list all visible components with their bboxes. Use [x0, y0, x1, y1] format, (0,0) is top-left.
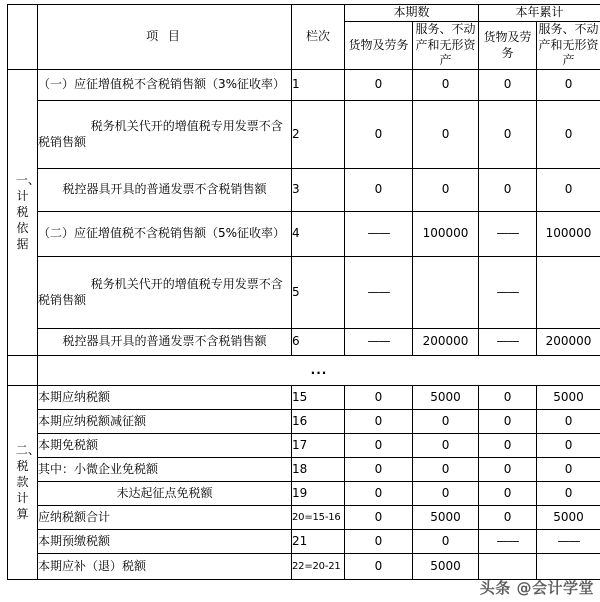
- value-services-current[interactable]: 0: [413, 482, 479, 506]
- table-row: [8, 101, 600, 169]
- value-services-ytd[interactable]: 0: [537, 482, 600, 506]
- watermark: 头条 @会计学堂: [479, 579, 594, 597]
- row-item-label: 本期免税额: [38, 434, 292, 458]
- row-item-label: 税务机关代开的增值税专用发票不含税销售额: [38, 101, 292, 169]
- row-item-label: 税控器具开具的普通发票不含税销售额: [38, 329, 292, 356]
- row-number: 1: [292, 70, 345, 101]
- value-goods-ytd[interactable]: 0: [479, 434, 537, 458]
- value-services-ytd[interactable]: ——: [537, 530, 600, 554]
- header-group-year-to-date: 本年累计: [479, 5, 600, 22]
- value-goods-ytd[interactable]: 0: [479, 101, 537, 169]
- value-goods-current[interactable]: 0: [345, 70, 413, 101]
- table-row: [8, 329, 600, 356]
- value-services-current[interactable]: 0: [413, 169, 479, 212]
- value-goods-ytd[interactable]: [479, 554, 537, 580]
- table-row: [8, 530, 600, 554]
- row-item-label: 应纳税额合计: [38, 506, 292, 530]
- row-number: 4: [292, 212, 345, 257]
- ellipsis-separator: ...: [38, 356, 600, 386]
- tax-form-sheet: [7, 4, 600, 598]
- value-goods-current[interactable]: ——: [345, 329, 413, 356]
- section-label-calc: 二、税款计算: [8, 386, 38, 580]
- value-services-ytd[interactable]: 5000: [537, 506, 600, 530]
- value-goods-current[interactable]: 0: [345, 458, 413, 482]
- value-goods-current[interactable]: 0: [345, 101, 413, 169]
- value-services-ytd[interactable]: 0: [537, 101, 600, 169]
- value-services-ytd[interactable]: [537, 257, 600, 329]
- row-item-label: 本期应纳税额: [38, 386, 292, 410]
- value-services-current[interactable]: 0: [413, 530, 479, 554]
- table-row: [8, 212, 600, 257]
- value-goods-ytd[interactable]: ——: [479, 329, 537, 356]
- row-item-label: 未达起征点免税额: [38, 482, 292, 506]
- value-services-ytd[interactable]: 200000: [537, 329, 600, 356]
- value-goods-ytd[interactable]: 0: [479, 70, 537, 101]
- table-row: [8, 257, 600, 329]
- value-goods-current[interactable]: 0: [345, 410, 413, 434]
- row-number: 3: [292, 169, 345, 212]
- header-sub-services-current: 服务、不动产和无形资产: [413, 21, 479, 69]
- value-services-ytd[interactable]: 100000: [537, 212, 600, 257]
- value-goods-current[interactable]: 0: [345, 554, 413, 580]
- value-goods-current[interactable]: 0: [345, 530, 413, 554]
- row-item-label: 本期预缴税额: [38, 530, 292, 554]
- header-group-current-period: 本期数: [345, 5, 479, 22]
- header-sub-services-ytd: 服务、不动产和无形资产: [537, 21, 600, 69]
- table-row: [8, 482, 600, 506]
- value-goods-ytd[interactable]: 0: [479, 458, 537, 482]
- value-goods-current[interactable]: ——: [345, 257, 413, 329]
- value-goods-current[interactable]: 0: [345, 506, 413, 530]
- row-number: 2: [292, 101, 345, 169]
- value-services-current[interactable]: 200000: [413, 329, 479, 356]
- row-item-label: 税控器具开具的普通发票不含税销售额: [38, 169, 292, 212]
- row-item-label: 其中：小微企业免税额: [38, 458, 292, 482]
- value-services-ytd[interactable]: 0: [537, 169, 600, 212]
- table-row: [8, 410, 600, 434]
- value-services-ytd[interactable]: 0: [537, 458, 600, 482]
- vat-declaration-table: [7, 4, 600, 580]
- row-item-label: 本期应补（退）税额: [38, 554, 292, 580]
- value-services-ytd[interactable]: 5000: [537, 386, 600, 410]
- value-services-current[interactable]: 5000: [413, 506, 479, 530]
- value-services-current[interactable]: 5000: [413, 554, 479, 580]
- table-row: [8, 386, 600, 410]
- value-goods-ytd[interactable]: ——: [479, 212, 537, 257]
- table-row: [8, 458, 600, 482]
- header-item-label: 项 目: [38, 5, 292, 70]
- row-number: 6: [292, 329, 345, 356]
- value-services-current[interactable]: 0: [413, 410, 479, 434]
- row-item-label: （一）应征增值税不含税销售额（3%征收率）: [38, 70, 292, 101]
- value-goods-current[interactable]: ——: [345, 212, 413, 257]
- table-row: [8, 70, 600, 101]
- ellipsis-row: [8, 356, 600, 386]
- row-number: 5: [292, 257, 345, 329]
- value-goods-ytd[interactable]: ——: [479, 257, 537, 329]
- header-rowno-label: 栏次: [292, 5, 345, 70]
- row-number: 15: [292, 386, 345, 410]
- ellipsis-row-stub: [8, 356, 38, 386]
- value-services-current[interactable]: 5000: [413, 386, 479, 410]
- header-section-corner: [8, 5, 38, 70]
- row-number: 18: [292, 458, 345, 482]
- row-item-label: （二）应征增值税不含税销售额（5%征收率）: [38, 212, 292, 257]
- value-services-current[interactable]: 100000: [413, 212, 479, 257]
- value-goods-current[interactable]: 0: [345, 434, 413, 458]
- value-services-ytd[interactable]: [537, 554, 600, 580]
- value-goods-current[interactable]: 0: [345, 386, 413, 410]
- value-goods-current[interactable]: 0: [345, 482, 413, 506]
- row-number: 20=15-16: [292, 506, 345, 530]
- value-goods-current[interactable]: 0: [345, 169, 413, 212]
- value-goods-ytd[interactable]: 0: [479, 169, 537, 212]
- value-services-current[interactable]: 0: [413, 458, 479, 482]
- row-number: 19: [292, 482, 345, 506]
- section-label-basis: 一、计税依据: [8, 70, 38, 356]
- row-item-label: 税务机关代开的增值税专用发票不含税销售额: [38, 257, 292, 329]
- row-item-label: 本期应纳税额减征额: [38, 410, 292, 434]
- value-services-current[interactable]: 0: [413, 101, 479, 169]
- table-row: [8, 506, 600, 530]
- table-row: [8, 169, 600, 212]
- value-goods-ytd[interactable]: ——: [479, 530, 537, 554]
- value-services-ytd[interactable]: 0: [537, 70, 600, 101]
- value-goods-ytd[interactable]: 0: [479, 386, 537, 410]
- value-goods-ytd[interactable]: 0: [479, 506, 537, 530]
- value-services-current[interactable]: [413, 257, 479, 329]
- row-number: 21: [292, 530, 345, 554]
- value-goods-ytd[interactable]: 0: [479, 410, 537, 434]
- header-sub-goods-ytd: 货物及劳务: [479, 21, 537, 69]
- value-goods-ytd[interactable]: 0: [479, 482, 537, 506]
- value-services-current[interactable]: 0: [413, 434, 479, 458]
- row-number: 16: [292, 410, 345, 434]
- table-row: [8, 554, 600, 580]
- value-services-current[interactable]: 0: [413, 70, 479, 101]
- value-services-ytd[interactable]: 0: [537, 434, 600, 458]
- row-number: 22=20-21: [292, 554, 345, 580]
- table-row: [8, 434, 600, 458]
- value-services-ytd[interactable]: 0: [537, 410, 600, 434]
- row-number: 17: [292, 434, 345, 458]
- header-row-groups: [8, 5, 600, 22]
- header-sub-goods-current: 货物及劳务: [345, 21, 413, 69]
